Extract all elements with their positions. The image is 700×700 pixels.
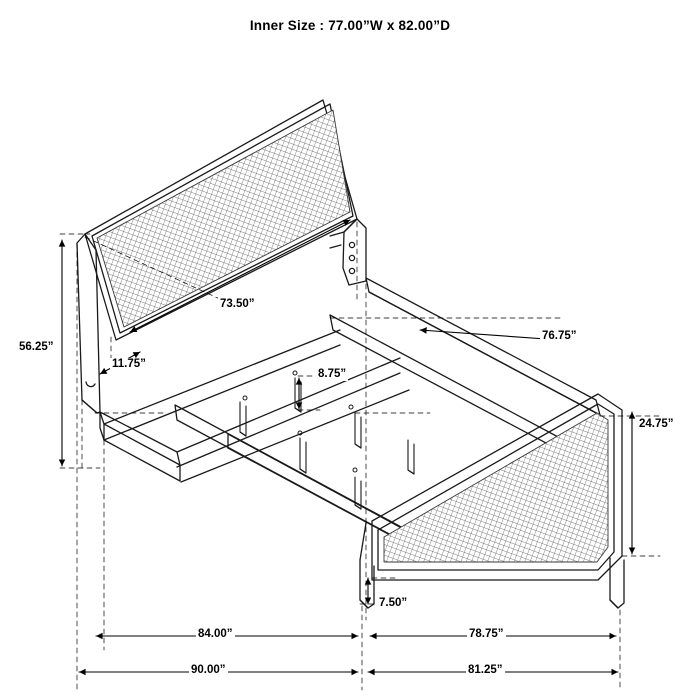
dimension-label-headboard-clearance: 11.75”: [112, 358, 146, 370]
dimension-label-overall-width: 81.25”: [468, 664, 503, 676]
dimension-label-footboard-clearance: 7.50”: [379, 597, 408, 609]
dimension-label-interior-width: 76.75”: [542, 330, 577, 342]
dimension-label-headboard-width: 73.50”: [220, 298, 255, 310]
dimension-label-footboard-height: 24.75”: [639, 418, 674, 430]
page-title: Inner Size : 77.00”W x 82.00”D: [249, 18, 451, 33]
dimension-label-side-rail-length: 84.00”: [198, 628, 233, 640]
dimension-label-overall-length: 90.00”: [191, 664, 226, 676]
dimension-label-slat-height: 8.75”: [318, 368, 347, 380]
dimension-label-footboard-depth: 78.75”: [469, 628, 504, 640]
dimension-label-headboard-height: 56.25”: [19, 341, 54, 353]
